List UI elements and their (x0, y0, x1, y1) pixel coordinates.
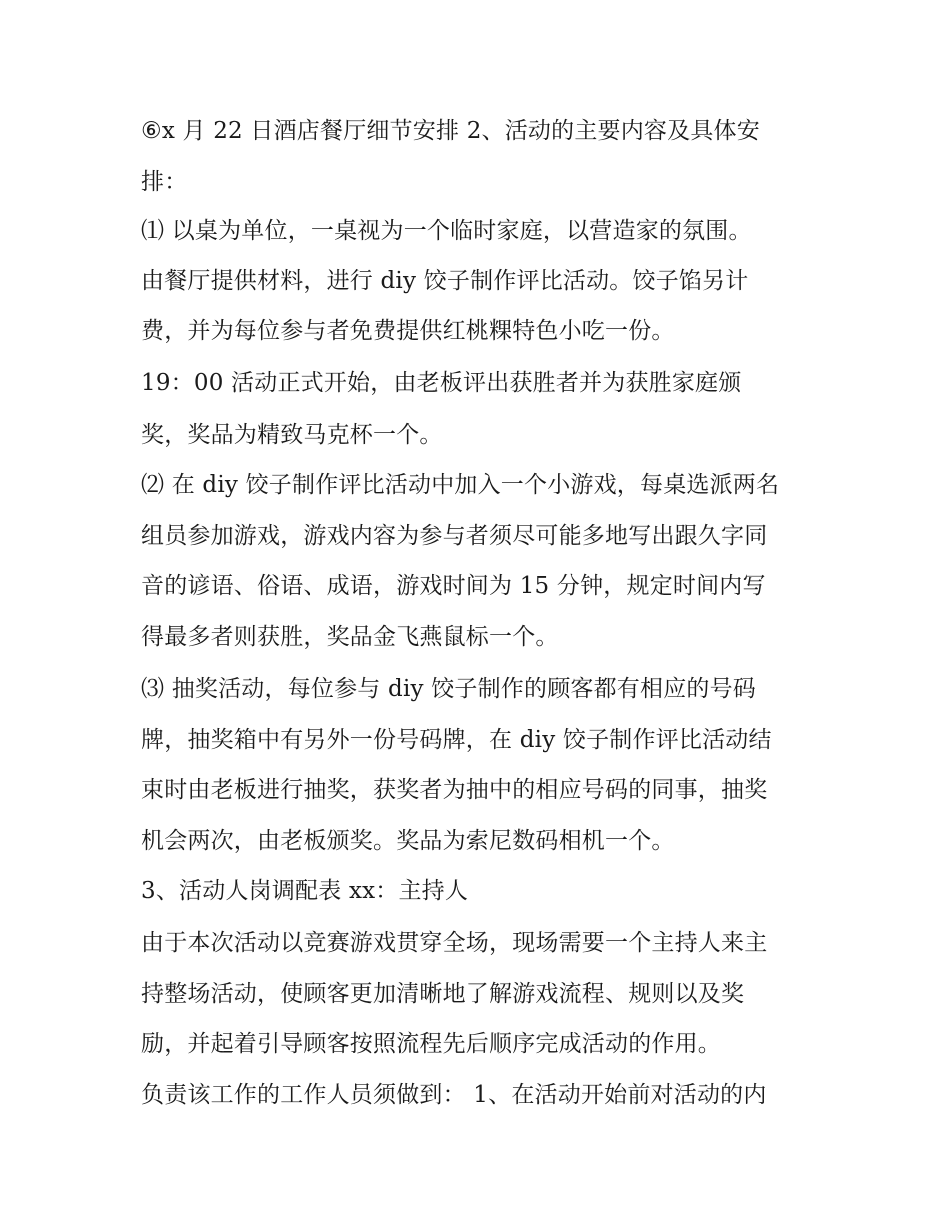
text-line: 牌，抽奖箱中有另外一份号码牌，在 diy 饺子制作评比活动结 (141, 727, 772, 753)
text-line: 费，并为每位参与者免费提供红桃粿特色小吃一份。 (141, 318, 675, 344)
text-line: 机会两次，由老板颁奖。奖品为索尼数码相机一个。 (141, 828, 675, 854)
text-line: ⑵ 在 diy 饺子制作评比活动中加入一个小游戏，每桌选派两名 (141, 472, 780, 498)
text-line: 励，并起着引导顾客按照流程先后顺序完成活动的作用。 (141, 1031, 721, 1057)
text-line: 音的谚语、俗语、成语，游戏时间为 15 分钟，规定时间内写 (141, 573, 766, 599)
text-line: 组员参加游戏，游戏内容为参与者须尽可能多地写出跟久字同 (141, 523, 768, 549)
text-line: 由餐厅提供材料，进行 diy 饺子制作评比活动。饺子馅另计 (141, 268, 749, 294)
text-line: 由于本次活动以竞赛游戏贯穿全场，现场需要一个主持人来主 (141, 930, 768, 956)
text-line: ⑥x 月 22 日酒店餐厅细节安排 2、活动的主要内容及具体安 (141, 118, 760, 144)
text-line: 束时由老板进行抽奖，获奖者为抽中的相应号码的同事，抽奖 (141, 777, 768, 803)
text-line: ⑶ 抽奖活动，每位参与 diy 饺子制作的顾客都有相应的号码 (141, 676, 757, 702)
text-line: 19：00 活动正式开始，由老板评出获胜者并为获胜家庭颁 (141, 370, 742, 396)
text-line: 排： (141, 169, 188, 195)
text-line: 得最多者则获胜，奖品金飞燕鼠标一个。 (141, 624, 559, 650)
text-line: 持整场活动，使顾客更加清晰地了解游戏流程、规则以及奖 (141, 981, 745, 1007)
text-line: ⑴ 以桌为单位，一桌视为一个临时家庭，以营造家的氛围。 (141, 218, 752, 244)
text-line: 奖，奖品为精致马克杯一个。 (141, 422, 443, 448)
section-heading: 3、活动人岗调配表 xx：主持人 (141, 878, 469, 904)
text-line: 负责该工作的工作人员须做到： 1、在活动开始前对活动的内 (141, 1082, 767, 1108)
